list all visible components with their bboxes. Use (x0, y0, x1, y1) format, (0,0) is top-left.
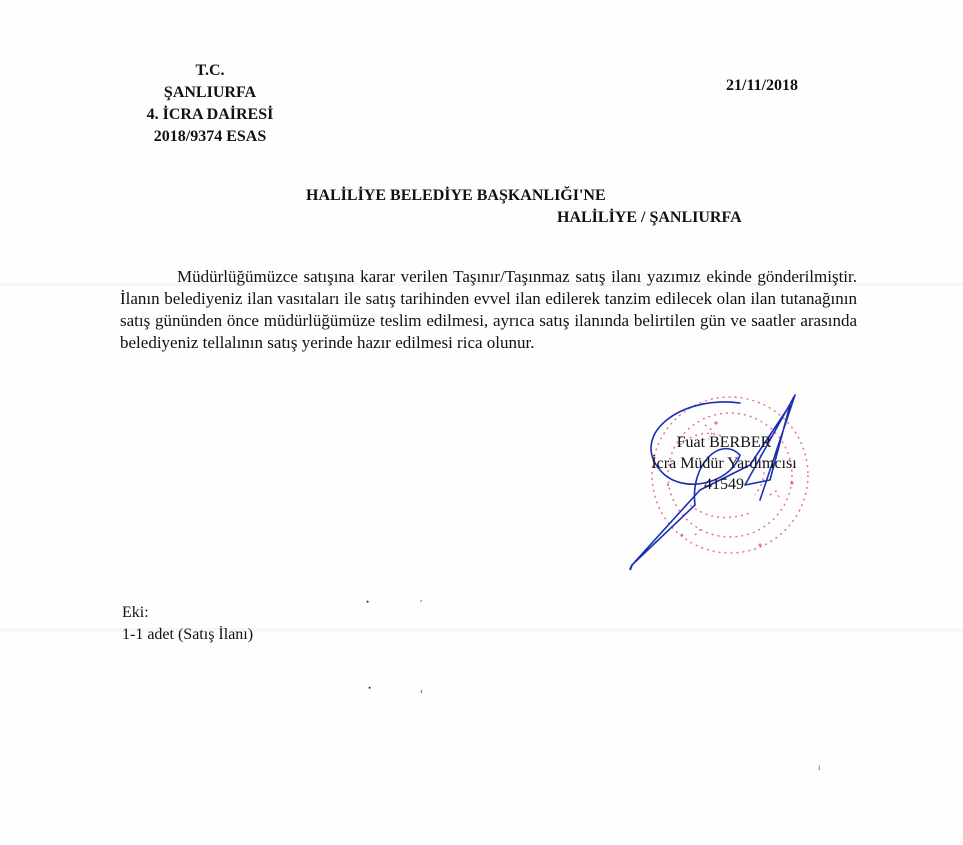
document-date: 21/11/2018 (726, 77, 799, 94)
scan-speck: • (366, 597, 370, 607)
header-line-file-no: 2018/9374 ESAS (153, 128, 267, 145)
addressee-line-1: HALİLİYE BELEDİYE BAŞKANLIĞI'NE (306, 187, 606, 204)
court-header (120, 60, 300, 148)
header-line-city: ŞANLIURFA (163, 84, 257, 101)
header-line-office: 4. İCRA DAİRESİ (146, 106, 274, 123)
scan-speck: ‹ (420, 686, 423, 696)
signature-block (634, 432, 814, 495)
signatory-title: İcra Müdür Yardımcısı (651, 455, 797, 472)
scan-speck: , (420, 593, 423, 603)
header-line-tc: T.C. (195, 62, 225, 79)
addressee-line-2: HALİLİYE / ŞANLIURFA (557, 209, 742, 226)
attachments (122, 602, 253, 646)
scan-speck: ı (818, 762, 821, 772)
signatory-name: Fuat BERBER (676, 434, 772, 451)
signatory-number: 41549 (704, 476, 744, 493)
attachment-label: Eki: (122, 604, 149, 621)
body-paragraph: Müdürlüğümüzce satışına karar verilen Taşınır/Taşınmaz satış ilanı yazımız ekinde gönderilmiştir. İlanın belediyeniz ilan vasıtaları ile satış tarihinden evvel ilan edilerek tanzim edilecek olan ilan tutanağının satış gününden önce müdürlüğümüze teslim edilmesi, ayrıca satış ilanında belirtilen gün ve saatler arasında belediyeniz tellalının satış yerinde hazır edilmesi rica olunur. (120, 267, 857, 352)
scan-speck: • (368, 683, 372, 693)
attachment-item: 1-1 adet (Satış İlanı) (122, 626, 254, 643)
